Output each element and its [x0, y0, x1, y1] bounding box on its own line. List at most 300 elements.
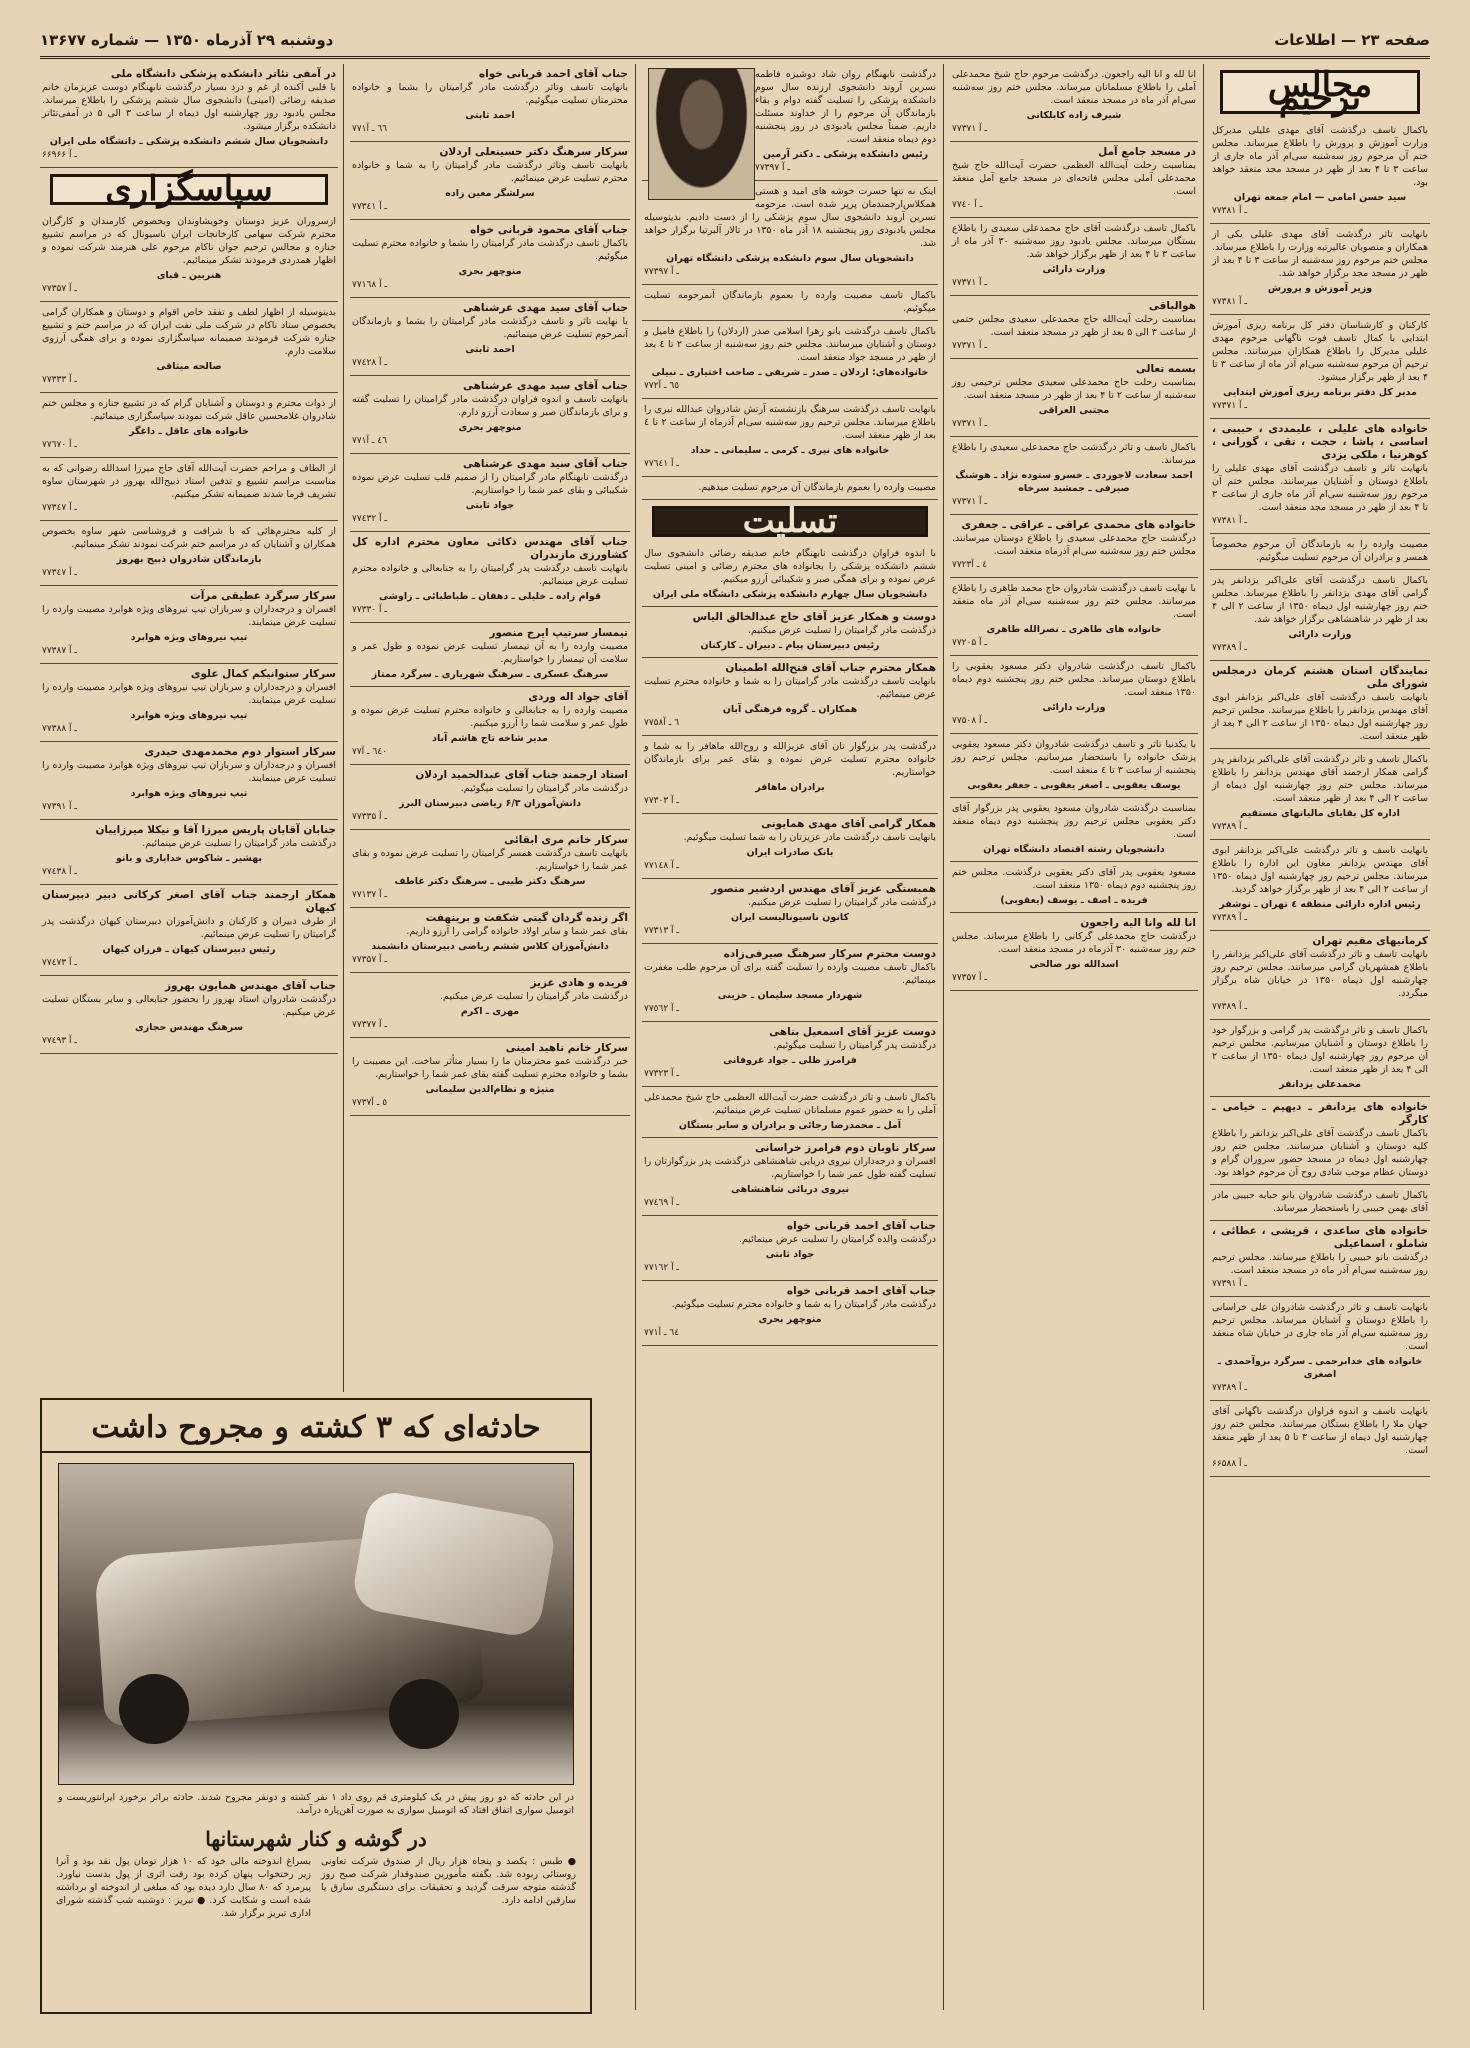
notice-title: جناب آقای سید مهدی عرشناهی: [463, 302, 628, 314]
notice-title: خانواده های یزدانفر ـ دیهیم ـ خیامی ـ کارگر: [1212, 1101, 1428, 1126]
notice: [350, 830, 630, 908]
notice-body: درگذشت نابهنگام مادر گرامیتان را از صمیم قلب تسلیت عرض نموده شکیبائی و بقای عمر شما را خواستاریم.: [352, 472, 628, 496]
notice-signature: فرامرز ظلی ـ جواد غروفانی: [723, 1055, 857, 1066]
notice-code: ۷۷٥٦۲ ـ آ: [644, 1004, 680, 1014]
notice: [40, 976, 338, 1054]
notice-signature: جواد ثابتی: [765, 1249, 815, 1260]
notice: [40, 521, 338, 586]
notice-code: ۷۷۳۸۷ ـ آ: [42, 646, 78, 656]
notice-code: ۷۷۳۹۱ ـ آ: [1212, 1279, 1248, 1289]
notice-body: درگذشت مادر گرامیتان را تسلیت عرض میکنیم.: [748, 625, 936, 636]
notice-code: ۷۷۳۷۱ ـ آ: [952, 419, 988, 429]
notice-signature: تیپ نیروهای ویژه هوابرد: [130, 632, 248, 643]
notice-title: جنابان آقایان پاریس میرزا آقا و نیکلا میرزاییان: [95, 824, 336, 836]
notice-body: درگذشت والده گرامیتان را تسلیت عرض مینمائیم.: [738, 1234, 936, 1245]
notice-code: ۶۶۵۸۸ ـ آ: [1212, 1459, 1248, 1469]
notice-title: جناب آقای احمد قربانی خواه: [786, 1285, 936, 1297]
notice-title: آقای جواد اله وردی: [528, 691, 628, 703]
notice-code: ۷۷۵۸٦ ـ آ: [644, 718, 680, 728]
column-rule: [1203, 64, 1204, 2010]
notice-code: ۷۷۲٦٥ ـ آ: [644, 381, 680, 391]
notice-title: همکار محترم جناب آقای فتح‌الله اطمینان: [725, 662, 936, 674]
notice-signature: خانواده های عاقل ـ داغگر: [129, 426, 249, 437]
notice-signature: مهری ـ اکرم: [460, 1006, 520, 1017]
notice-signature: هنربین ـ قبای: [156, 270, 222, 281]
notice-signature: یوسف یعقوبی ـ اصغر یعقوبی ـ جعفر یعقوبی: [967, 780, 1181, 791]
notice-code: ۷۷۳٤۱ ـ آ: [352, 202, 388, 212]
notice-signature: تیپ نیروهای ویژه هوابرد: [130, 788, 248, 799]
column-1: [1210, 64, 1430, 2010]
notice: [1210, 931, 1430, 1020]
notice: [350, 142, 630, 220]
notice: [40, 586, 338, 664]
notice-signature: محمدعلی یزدانفر: [1279, 1079, 1361, 1090]
notice-body: بمناسبت رحلت حاج محمدعلی سعیدی مجلس ترحیمی روز سه‌شنبه از ساعت ۲ تا ۴ بعد از ظهر در مسجد منعقد است.: [952, 377, 1196, 401]
notice-signature: دانشجویان سال سوم دانشکده پزشکی دانشگاه تهران: [666, 253, 914, 264]
notice-signature: تیپ نیروهای ویژه هوابرد: [130, 710, 248, 721]
notice-title: بسمه تعالی: [1135, 363, 1196, 375]
notice: [1210, 120, 1430, 224]
notice: [950, 913, 1198, 991]
notice-signature: جواد ثابتی: [465, 500, 515, 511]
notice-body: باکمال تاسف و تاثر درگذشت حضرت آیت‌الله العظمی حاج شیخ محمدعلی آملی را به حضور عموم مسلمانان تسلیت عرض مینمائیم.: [644, 1092, 936, 1116]
notice: [642, 944, 938, 1022]
notice-signature: مجتبی العراقی: [1038, 405, 1110, 416]
notice-body: افسران و درجه‌داران و سربازان تیپ نیروهای ویژه هوابرد مصیبت وارده را تسلیت عرض مینمایند.: [42, 682, 336, 706]
notice-signature: نیروی دریائی شاهنشاهی: [730, 1184, 850, 1195]
notice: [350, 1038, 630, 1116]
notice-signature: رئیس دبیرستان کیهان ـ فرزان کیهان: [102, 944, 276, 955]
notice-signature: احمد سعادت لاجوردی ـ خسرو ستوده نژاد ـ هوشنگ صیرفی ـ جمشید سرخاه: [955, 470, 1193, 494]
notice: [350, 454, 630, 532]
notice: [40, 211, 338, 302]
notice-signature: قوام زاده ـ خلیلی ـ دهقان ـ طباطبائی ـ زاوشی: [379, 591, 601, 602]
notice-title: در مسجد جامع آمل: [1098, 146, 1196, 158]
notice-title: خانواده های ساعدی ، قریشی ، عطائی ، شاملو ، اسماعیلی: [1212, 1225, 1428, 1250]
notice-title: انا لله وانا الیه راجعون: [1080, 917, 1196, 929]
notice-signature: خانواده های خدابرحمی ـ سرگرد بروآحمدی ـ اصغری: [1217, 1356, 1423, 1380]
notice-body: درگذشت بانو حبیبی را باطلاع میرسانند. مجلس ترحیم روز سه‌شنبه سی‌ام آذر ماه در مسجد منعقد است.: [1212, 1252, 1428, 1276]
notice: [40, 820, 338, 885]
notice-body: افسران و درجه‌داران و سربازان تیپ نیروهای ویژه هوابرد مصیبت وارده را تسلیت عرض مینمایند.: [42, 760, 336, 784]
notice: [40, 302, 338, 393]
notice-signature: اسدالله نور صالحی: [1029, 959, 1119, 970]
notice-body: درگذشت حاج محمدعلی گرکانی را باطلاع میرساند. مجلس ختم روز سه‌شنبه ۳۰ آذرماه در مسجد منعقد است.: [952, 931, 1196, 955]
notice: [1210, 1297, 1430, 1401]
notice-signature: سرهنگ دکتر طیبی ـ سرهنگ دکتر عاطف: [394, 876, 586, 887]
notice-code: ۷۷۳٤۷ ـ آ: [42, 568, 78, 578]
notice-title: سرکار استوار دوم محمدمهدی حیدری: [144, 746, 336, 758]
notice-title: کرمانیهای مقیم تهران: [1312, 935, 1428, 947]
notice-body: بانهایت تاسف و اندوه فراوان درگذشت مادر گرامیتان را تسلیت گفته و برای بازماندگان صبر و سعادت آرزو دارم.: [352, 394, 628, 418]
notice-code: ۷۷۳۸۹ ـ آ: [1212, 643, 1248, 653]
notice: [40, 393, 338, 458]
notice-code: ۷۷۵۰۸ ـ آ: [952, 716, 988, 726]
notice-code: ۷۷۳۸۹ ـ آ: [1212, 822, 1248, 832]
notice-body: درگذشت مادر گرامیتان را تسلیت میگوئیم.: [460, 783, 628, 794]
column-rule: [635, 64, 636, 2010]
notice-signature: وزارت دارائی: [1042, 264, 1106, 275]
notice-body: بانهایت تاسف وتاثر درگذشت مادر گرامیتان را بشما و خانواده محترمتان تسلیت میگوئیم.: [352, 82, 628, 106]
column-4: [350, 64, 630, 1392]
notice-title: سرکار خانم مری ابقائی: [504, 834, 628, 846]
notice-body: باکمال تاسف و تاثر درگذشت آقای علی‌اکبر یزدانفر پدر گرامی همکار ارجمند آقای مهندس یزدانفر را باطلاع میرساند. مجلس ختم روز چهارشنبه اول دیماه از ساعت ۲ الی ۴ بعد از ظهر منعقد است.: [1212, 754, 1428, 804]
notice-body: خبر درگذشت عمو محترمتان ما را بسیار متأثر ساخت. این مصیبت را بشما و خانواده محترم تسلیت گفته بقای عمر شما را خواستاریم.: [352, 1056, 628, 1080]
notice-body: باکمال تاسف درگذشت آقای علی‌اکبر یزدانفر را باطلاع کلیه دوستان و آشنایان میرسانند. مجلس ختم روز چهارشنبه اول دیماه در مسجد حضور سروران گرام و دوستان عظام موجب شادی روح آن مرحوم خواهد بود.: [1212, 1128, 1428, 1178]
column-3: [642, 64, 938, 2010]
notice-body: بانهایت تاسف و تاثر درگذشت آقای علی‌اکبر یزدانفر را باطلاع همشهریان گرامی میرسانند. مجلس ترحیم روز چهارشنبه اول دیماه ۱۳۵۰ در خیابان شاه برگزار میگردد.: [1212, 949, 1428, 999]
notice: [1210, 534, 1430, 570]
notice-body: باکمال تاسف درگذشت آقای حاج محمدعلی سعیدی را باطلاع بستگان میرساند. مجلس یادبود روز سه‌شنبه ۳۰ آذر ماه از ساعت ۳ تا ۴ بعد از ظهر برگزار خواهد شد.: [952, 223, 1196, 260]
notice-body: بانهایت تاسف و اندوه فراوان درگذشت ناگهانی آقای جهان ملا را باطلاع بستگان میرسانند. مجلس ختم روز چهارشنبه اول دیماه از ساعت ۳ تا ۵ بعد از ظهر منعقد است.: [1212, 1406, 1428, 1456]
notice: [950, 359, 1198, 437]
notice-title: سرکار ستوانیکم کمال علوی: [190, 668, 336, 680]
notice-body: بانهایت تاسف درگذشت سرهنگ بازنشسته آرتش شادروان عبدالله نیری را باطلاع میرساند. مجلس ترحیم روز سه‌شنبه سی‌ام آذرماه از ساعت ۲ تا ٤ بعد از ظهر منعقد است.: [644, 404, 936, 441]
notice-code: ۷۷۳۷۱ ـ آ: [952, 341, 988, 351]
notice-body: افسران و درجه‌داران نیروی دریایی شاهنشاهی درگذشت پدر بزرگوارتان را تسلیت گفته طول عمر شما را خواستاریم.: [644, 1156, 936, 1180]
notice-signature: بهشیر ـ شاکوس خدایاری و بانو: [115, 853, 263, 864]
header-page-title: صفحه ۲۳ — اطلاعات: [1274, 31, 1430, 49]
notice-code: ۷۷۳۸۹ ـ آ: [1212, 913, 1248, 923]
notice: [642, 1216, 938, 1281]
column-rule: [943, 64, 944, 2010]
notice: [40, 664, 338, 742]
notice-body: باکمال تاسف مصیبت وارده را تسلیت گفته برای آن مرحوم طلب مغفرت مینمائیم.: [644, 962, 936, 986]
notice-code: ۷۷۳۵۷ ـ آ: [352, 955, 388, 965]
notice-signature: منوچهر بحری: [758, 1314, 822, 1325]
notice-signature: مدیر کل دفتر برنامه ریزی آموزش ابتدایی: [1223, 387, 1417, 398]
notice-code: ۷۷۲۳٤ ـ آ: [952, 560, 988, 570]
notice-code: ۷۷٤۷۳ ـ آ: [42, 958, 78, 968]
notice-body: باکمال تاسف درگذشت بانو زهرا اسلامی صدر (اردلان) را باطلاع فامیل و دوستان و آشنایان میرسانند. مجلس ختم روز سه‌شنبه از ساعت ۲ تا ٤ بعد از ظهر در مسجد جواد منعقد است.: [644, 326, 937, 363]
notice: [1210, 570, 1430, 661]
provinces-news: [56, 1855, 576, 1920]
notice-title: همکار گرامی آقای مهدی همایونی: [761, 818, 936, 830]
notice-code: ۷۷۲۰۵ ـ آ: [952, 638, 988, 648]
notice: [350, 973, 630, 1038]
notice-code: ۷۷۳۵۷ ـ آ: [952, 973, 988, 983]
notice-body: درگذشت پدر بزرگوار تان آقای عزیزالله و روح‌الله ماهافر را به شما و خانواده محترم تسلیت عرض نموده و بقای عمر برای بازماندگان خواستاریم.: [644, 741, 936, 778]
notice: [1210, 1185, 1430, 1221]
notice-title: دوست و همکار عزیز آقای حاج عبدالخالق الیاس: [692, 611, 936, 623]
tasliyat-banner: تسلیت: [652, 506, 928, 537]
notice: [950, 142, 1198, 218]
notice-code: ۷۷۳۸۹ ـ آ: [1212, 1383, 1248, 1393]
notice-body: درگذشت نابهنگام روان شاد دوشیزه فاطمه نسرین آروند دانشجوی ارزنده سال سوم دانشکده پزشکی را تسلیت گفته دوام و بقاء بازماندگان آن مرحوم را از خداوند مسئلت داریم. ضمناً مجلس یادبودی در روز پنجشنبه دوم دیماه منعقد است.: [755, 69, 936, 145]
notice: [642, 399, 938, 477]
notice: [40, 458, 338, 521]
notice: [642, 1281, 938, 1346]
notice: [350, 64, 630, 142]
notice-signature: برادران ماهافر: [755, 782, 825, 793]
notice-body: درگذشت حاج محمدعلی سعیدی را باطلاع دوستان میرسانند. مجلس ختم روز سه‌شنبه سی‌ام آذرماه منعقد است.: [952, 533, 1196, 557]
notice-signature: آمل ـ محمدرضا رجائی و برادران و سایر بستگان: [678, 1120, 902, 1131]
notice-code: ۷۷۳۰۳ ـ آ: [644, 796, 680, 806]
notice: [642, 285, 938, 321]
notice: [40, 742, 338, 820]
notice-code: ۷۷٦٤٠ ـ آ: [352, 747, 388, 757]
notice-signature: بازماندگان شادروان ذبیح بهروز: [116, 554, 262, 565]
notice-code: ۷۷۳۸۹ ـ آ: [1212, 1002, 1248, 1012]
column-5-first: [40, 64, 338, 168]
notice-signature: وزارت دارائی: [1288, 629, 1352, 640]
notice-title: جناب آقای سید مهدی عرشناهی: [463, 458, 628, 470]
notice-signature: مدیر شاخه تاج هاشم آباد: [432, 733, 548, 744]
notice-signature: خانواده های طاهری ـ نصرالله طاهری: [986, 624, 1162, 635]
photo-caption: در این حادثه که دو روز پیش در یک کیلومتری قم روی داد ۱ نفر کشته و دونفر مجروح شدند. حادثه براثر برخورد ایرانتوریست و اتومبیل سواری اتفاق افتاد که اتومبیل سواری به صورت آهن‌پاره درآمد.: [58, 1792, 574, 1816]
notice-signature: شیرف زاده کابلکانی: [1026, 110, 1122, 121]
notice: [1210, 1401, 1430, 1477]
notice: [642, 607, 938, 658]
notice-code: ۷۷۳۹۷ ـ آ: [644, 267, 680, 277]
notice-body: باکمال تاسف مصیبت وارده را بعموم بازماندگان آنمرحومه تسلیت میگوئیم.: [644, 290, 936, 314]
notice-body: باکمال تاسف و تاثر درگذشت حاج محمدعلی سعیدی را باطلاع میرساند.: [952, 442, 1196, 466]
notice-signature: کانون ناسیونالیست ایران: [730, 912, 850, 923]
notice-code: ۷۷۳۷۱ ـ آ: [952, 278, 988, 288]
notice-code: ۷۷۱٦٦ ـ آ: [352, 124, 388, 134]
notice-title: همکار ارجمند جناب آقای اصغر کرکانی دبیر دبیرستان کیهان: [42, 889, 336, 914]
notice-body: بانهایت تاثر و تاسف درگذشت آقای مهدی علیلی را باطلاع دوستان و آشنایان میرسانند. مجلس ختم آن مرحوم روز سه‌شنبه سی‌ام آذر ماه جاری از ساعت ۳ تا ۴ بعد از ظهر در مسجد مجد منعقد است.: [1212, 463, 1428, 513]
notice-code: ۷۷۳۱۳ ـ آ: [644, 926, 680, 936]
notice-title: دوست محترم سرکار سرهنگ صیرفی‌زاده: [723, 948, 936, 960]
notice: [40, 885, 338, 976]
notice-signature: منوچهر بحری: [458, 422, 522, 433]
column-5: [40, 64, 338, 1392]
notice-body: با یکدنیا تاثر و تاسف درگذشت شادروان دکتر مسعود یعقوبی پزشک خانواده را باستحضار میرسانیم. مجلس ترحیم روز پنجشنبه از ساعت ۳ تا ٤ منعقد است.: [952, 739, 1196, 776]
notice-code: ۷۷۳٤۷ ـ آ: [42, 503, 78, 513]
notice-code: ۷۷۳۷۱ ـ آ: [952, 124, 988, 134]
notice-body: درگذشت مادر گرامیتان را تسلیت عرض مینمائیم.: [142, 838, 336, 849]
column-3-top: [642, 64, 938, 500]
notice-signature: اداره کل بقایای مالیاتهای مستقیم: [1240, 808, 1400, 819]
notice-signature: احمد ثابتی: [465, 110, 515, 121]
notice-title: هوالباقی: [1148, 300, 1196, 312]
notice-signature: رئیس دانشکده پزشکی ـ دکتر آرمین: [762, 149, 929, 160]
notice: [350, 908, 630, 973]
notice-body: بانهایت تاثر درگذشت آقای مهدی علیلی یکی از همکاران و منصوبان عالیرتبه وزارت را باطلاع میرساند. مجلس ختم مرحوم روز سه‌شنبه از ساعت ۳ تا ۴ بعد از ظهر در مسجد مجد برگزار خواهد شد.: [1212, 229, 1429, 279]
notice-body: اینک نه تنها حسرت خوشه های امید و هستی همکلاس‌ارجمندمان پرپر شده است. مرحومه نسرین آروند دانشجوی سال سوم پزشکی را از دست دادیم. بدینوسیله مجلس یادبودی روز پنجشنبه ۱۸ آذر ماه ۱۳۵۰ در تالار آلبرتیا برگزار خواهد شد.: [644, 186, 936, 249]
notice-code: ۷۷۳۳۰ ـ آ: [352, 605, 388, 615]
notice-body: بدینوسیله از اظهار لطف و تفقد خاص اقوام و دوستان و همکاران گرامی بخصوص ستاد ناکام در شرکت ملی نفت ایران که در مراسم ختم و تشییع جنازه شرکت فرمودند صمیمانه سپاسگزاری نموده و برای همگی آرزوی سلامت دارم.: [42, 307, 336, 357]
notice: [1210, 315, 1430, 419]
notice-signature: فریده ـ اصف ـ یوسف (یعقوبی): [1000, 895, 1148, 906]
notice-body: بانهایت تاسف وتاثر درگذشت مادر گرامیتان را به شما و خانواده محترم تسلیت عرض مینمائیم.: [352, 160, 628, 184]
notice: [1210, 419, 1430, 534]
notice-code: ۷۷۳۹۱ ـ آ: [42, 802, 78, 812]
notice-body: از طرف دبیران و کارکنان و دانش‌آموزان دبیرستان کیهان درگذشت پدر گرامیتان را تسلیت عرض مینمائیم.: [42, 916, 336, 940]
notice-title: در آمفی تئاتر دانشکده پزشکی دانشگاه ملی: [110, 68, 336, 80]
column-5-rest: [40, 211, 338, 1054]
notice: [642, 658, 938, 736]
notice-code: ۷۷٤۲۸ ـ آ: [352, 358, 388, 368]
notice-title: جناب آقای مهندس ذکائی معاون محترم اداره کل کشاورزی مازندران: [352, 536, 628, 561]
notice: [642, 543, 938, 607]
notice-signature: سرهنگ مهندس حجازی: [134, 1022, 244, 1033]
notice-signature: خانواده‌های: اردلان ـ صدر ـ شریفی ـ صاحب اختیاری ـ نبیلی: [651, 367, 929, 378]
notice: [350, 623, 630, 687]
notice: [350, 532, 630, 623]
notice-body: ازسروران عزیز دوستان وخویشاوندان وبخصوص کارمندان و کارگران محترم شرکت سهامی کارخانجات ایران ناسیونال که در مراسم تشییع جنازه و مجالس ترحیم جوان ناکام مرحوم علی هنرمند شرکت نموده و اظهار همدردی فرمودند تشکر مینمائیم.: [42, 216, 336, 266]
notice: [350, 220, 630, 298]
notice-title: جناب آقای محمود قربانی خواه: [470, 224, 628, 236]
notice-code: ۷۷۳۸۸ ـ آ: [42, 724, 78, 734]
notice: [950, 578, 1198, 656]
notice: [642, 814, 938, 879]
notice: [350, 687, 630, 765]
notice-signature: خانواده های نیری ـ کرمی ـ سلیمانی ـ حداد: [690, 445, 890, 456]
notice-body: بانهایت تاسف و تاثر درگذشت علی‌اکبر یزدانفر ابوی آقای مهندس یزدانفر معاون این اداره را باطلاع میرساند. مجلس ترحیم روز چهارشنبه اول دیماه ۱۳۵۰ از ساعت ۲ الی ۴ بعد از ظهر برگزار خواهد گردید.: [1212, 845, 1428, 895]
portrait-photo: [648, 68, 755, 200]
notice: [642, 1022, 938, 1087]
notice-code: ۷۷۱٤۸ ـ آ: [644, 861, 680, 871]
notice: [950, 64, 1198, 142]
notice-body: درگذشت شادروان استاد بهروز را بحضور جنابعالی و سایر بستگان تسلیت عرض میکنیم.: [42, 994, 336, 1018]
notice: [950, 798, 1198, 862]
notice-body: باکمال تاسف و تاثر درگذشت پدر گرامی و بزرگوار خود را باطلاع دوستان و آشنایان میرسانیم. مجلس ترحیم آن مرحوم روز چهارشنبه اول دیماه ۱۳۵۰ از ساعت ۲ الی ۴ بعد از ظهر منعقد است.: [1212, 1025, 1428, 1075]
column-3-bottom: [642, 543, 938, 1346]
notice-title: سرکار سرگرد عطیقی مرآت: [190, 590, 336, 602]
notice-body: بمناسبت درگذشت شادروان مسعود یعقوبی پدر بزرگوار آقای دکتر یعقوبی مجلس ترحیم روز پنجشنبه دوم دیماه منعقد است.: [952, 803, 1196, 840]
notice-body: مسعود یعقوبی پدر آقای دکتر یعقوبی درگذشت. مجلس ختم روز پنجشنبه دوم دیماه ۱۳۵۰ منعقد است.: [952, 867, 1196, 891]
notice-code: ۷۷۳۸۱ ـ آ: [1212, 516, 1248, 526]
notice-signature: بانک صادرات ایران: [746, 847, 834, 858]
notice-code: ۷۷۱٦۸ ـ آ: [352, 280, 388, 290]
notice-signature: دانش‌آموزان کلاس ششم ریاضی دبیرستان دانشمند: [371, 941, 609, 952]
notice-code: ۷۷٤۹۳ ـ آ: [42, 1036, 78, 1046]
notice: [950, 296, 1198, 359]
notice: [642, 1087, 938, 1138]
notice-code: ۷۷۱٦٤ ـ آ: [644, 1328, 680, 1338]
column-rule: [343, 64, 344, 1392]
notice-code: ۷۷۳۲۳ ـ آ: [644, 1069, 680, 1079]
notice-body: از کلیه محترم‌هائی که با شرافت و فروشناسی شهر ساوه بخصوص همکاران و آشنایان که در مراسم ختم شرکت نمودند تشکر مینمائیم.: [42, 526, 336, 550]
notice-body: مصیبت وارده را بعموم بازماندگان آن مرحوم تسلیت میدهیم.: [698, 482, 936, 493]
notice-body: بقای عمر شما و سایر اولاد خانواده گرامی را آرزو داریم.: [406, 926, 628, 937]
notice-signature: رئیس دبیرستان پیام ـ دبیران ـ کارکنان: [700, 640, 880, 651]
notice-signature: دانش‌آموزان ۶/۳ ریاضی دبیرستان البرز: [399, 798, 581, 809]
notice-title: خانواده های محمدی عراقی ـ عراقی ـ جعفری: [961, 519, 1196, 531]
notice: [350, 298, 630, 376]
notice-body: با نهایت تاثر و تاسف درگذشت مادر گرامیتان را بشما و بازماندگان آنمرحوم تسلیت عرض مینمائیم.: [352, 316, 628, 340]
notice-code: ۷۷۳۳۳ ـ آ: [42, 375, 78, 385]
majales-tarhim-banner: مجالس ترحیم: [1220, 70, 1420, 114]
notice-code: ۷۷۳۷٥ ـ آ: [352, 1098, 388, 1108]
wrecked-car-photo: [58, 1463, 574, 1785]
notice: [1210, 224, 1430, 315]
notice: [642, 736, 938, 814]
provinces-subheadline: در گوشه و کنار شهرستانها: [205, 1827, 427, 1851]
notice-title: اگر زنده گردان گیتی شکفت و برینهفت: [425, 912, 628, 924]
notice-body: از الطاف و مراحم حضرت آیت‌الله آقای حاج میرزا اسدالله رضوانی که به مناسبت مراسم تشییع و تدفین استاد ذبیح‌الله بهروز در شهرستان ساوه تشریف فرما شدند صمیمانه تشکر میکنیم.: [42, 463, 336, 500]
notice-title: خانواده های علیلی ، علیمددی ، حبیبی ، اساسی ، پاشا ، حجت ، تقی ، گورانی ، کوهرنیا ، ملکی یزدی: [1212, 423, 1428, 461]
notice-body: باکمال تاسف درگذشت آقای مهدی علیلی مدیرکل وزارت آموزش و پرورش را باطلاع میرساند. مجلس ختم آن مرحوم روز سه‌شنبه سی‌ام آذر ماه جاری از ساعت ۳ تا ۴ بعد از ظهر در مسجد مجد منعقد خواهد بود.: [1212, 125, 1428, 188]
notice-title: سرکار سرهنگ دکتر حسینعلی اردلان: [439, 146, 628, 158]
notice-code: ۷۷۳۸۱ ـ آ: [1212, 297, 1248, 307]
notice-title: جناب آقای سید مهدی عرشناهی: [463, 380, 628, 392]
notice: [1210, 1097, 1430, 1185]
notice-signature: دانشجویان رشته اقتصاد دانشگاه تهران: [983, 844, 1165, 855]
notice: [1210, 749, 1430, 840]
notice-title: سرکار ناوبان دوم فرامرز خراسانی: [754, 1142, 936, 1154]
notice-code: ۷۷۳۷۱ ـ آ: [1212, 401, 1248, 411]
notice-signature: احمد ثابتی: [465, 344, 515, 355]
notice-body: بمناسبت رحلت آیت‌الله العظمی حضرت آیت‌الله حاج شیخ محمدعلی آملی مجلس فاتحه‌ای در مسجد جامع آمل منعقد است.: [952, 160, 1196, 197]
provinces-news-right: ● طبس : یکصد و پنجاه هزار ریال از صندوق شرکت تعاونی روستائی ربوده شد. بگفته مأمورین صندوقدار شرکت صبح روز گذشته متوجه سرقت گردید و تحقیقات برای دستگیری سارق یا سارقین ادامه دارد.: [321, 1856, 576, 1906]
notice: [350, 765, 630, 830]
notice-body: بانهایت تاسف درگذشت پدر گرامیتان را به جنابعالی و خانواده محترم تسلیت عرض مینمائیم.: [352, 563, 628, 587]
notice-code: ۷۷٦۷۰ ـ آ: [42, 440, 78, 450]
sepasgozari-banner: سپاسگزاری: [50, 174, 328, 205]
notice-title: نمایندگان استان هشتم کرمان درمجلس شورای ملی: [1212, 665, 1428, 690]
notice-title: جناب آقای احمد قربانی خواه: [786, 1220, 936, 1232]
notice-code: ۷۷۳۹۷ ـ آ: [755, 163, 791, 173]
notice-title: دوست عزیز آقای اسمعیل بناهی: [769, 1026, 936, 1038]
notice: [40, 64, 338, 168]
notice-body: مصیبت وارده را به بازماندگان آن مرحوم مخصوصاً همسر و برادران آن مرحوم تسلیت میگوئیم.: [1212, 539, 1428, 563]
notice-signature: منوچهر بحری: [458, 266, 522, 277]
notice-body: مصیبت وارده را به جنابعالی و خانواده محترم تسلیت عرض نموده و طول عمر و سلامت شما را آرزو میکنیم.: [352, 705, 628, 729]
notice-body: مصیبت وارده را به آن تیمسار تسلیت عرض نموده و طول عمر و سلامت آن تیمسار را خواستاریم.: [352, 641, 628, 665]
notice: [1210, 661, 1430, 749]
notice-signature: دانشجویان سال چهارم دانشکده پزشکی دانشگاه ملی ایران: [652, 589, 928, 600]
notice-body: بمناسبت رحلت آیت‌الله حاج محمدعلی سعیدی مجلس ختمی از ساعت ۳ الی ۵ بعد از ظهر در مسجد منعقد است.: [952, 314, 1196, 338]
notice-body: درگذشت پدر گرامیتان را تسلیت میگوئیم.: [773, 1040, 936, 1051]
provinces-news-left: بسراغ اندوخته مالی خود که ۱۰ هزار تومان پول نقد بود و آنرا زیر رختخواب پنهان کرده بود رفت اثری از پول بدست نیاورد. پیرمرد که ۸۰ سال دارد دیده بود که مبلغی از اندوخته او برداشته شده است و شکایت کرد. ● تبریز : دوشنبه شب گذشته شورای اداری تبریز برگزار شد.: [56, 1856, 311, 1919]
notice-title: همبستگی عزیز آقای مهندس اردشیر منصور: [710, 883, 936, 895]
notice-body: باکمال تاسف درگذشت مادر گرامیتان را بشما و خانواده محترم تسلیت میگوئیم.: [352, 238, 628, 262]
notice: [1210, 1020, 1430, 1097]
notice-code: ۷۷۳۳۵ ـ آ: [352, 812, 388, 822]
notice-title: سرکار خانم ناهید امینی: [505, 1042, 628, 1054]
notice-signature: همکاران ـ گروه فرهنگی آبان: [722, 704, 858, 715]
notice: [950, 656, 1198, 734]
notice-signature: سرلشگر معین زاده: [445, 188, 535, 199]
notice-code: ۷۷۳۸۱ ـ آ: [1212, 206, 1248, 216]
notice-body: از ذوات محترم و دوستان و آشنایان گرام که در تشییع جنازه و مجلس ختم شادروان غلامحسین عاقل شرکت نمودند سپاسگزاری مینمائیم.: [42, 398, 336, 422]
column-2: [950, 64, 1198, 2010]
notice-code: ۷۷۳۷۷ ـ آ: [352, 1020, 388, 1030]
notice-body: باکمال تاسف درگذشت آقای علی‌اکبر یزدانفر پدر گرامی آقای مهدی یزدانفر را باطلاع میرساند. مجلس ختم روز چهارشنبه اول دیماه ۱۳۵۰ از ساعت ۲ الی ۴ بعد از ظهر در شاهنشاهی برگزار خواهد شد.: [1212, 575, 1428, 625]
notice-code: ۷۷۱۳۷ ـ آ: [352, 890, 388, 900]
notice-code: ۷۷۳۵۷ ـ آ: [42, 284, 78, 294]
notice: [950, 734, 1198, 798]
notice-body: باکمال تاسف درگذشت شادروان دکتر مسعود یعقوبی را باطلاع دوستان میرساند. مجلس ختم روز پنجشنبه دوم دیماه ۱۳۵۰ منعقد است.: [952, 661, 1196, 698]
notice-signature: صالحه میثاقی: [156, 361, 222, 372]
notice: [350, 376, 630, 454]
notice-signature: شهردار مسجد سلیمان ـ حزینی: [717, 990, 863, 1001]
header-date-issue: دوشنبه ۲۹ آذرماه ۱۳۵۰ — شماره ۱۳۶۷۷: [40, 31, 334, 49]
notice-body: بانهایت تاسف درگذشت مادر عزیزتان را به شما تسلیت میگوئیم.: [683, 832, 936, 843]
notice-signature: وزیر آموزش و پرورش: [1267, 283, 1373, 294]
notice-title: جناب آقای احمد قربانی خواه: [478, 68, 628, 80]
notice-signature: منیژه و نظام‌الدین سلیمانی: [425, 1084, 555, 1095]
notice-code: ۷۷۳۷۱ ـ آ: [952, 497, 988, 507]
notice-body: درگذشت مادر گرامیتان را تسلیت عرض میکنیم.: [748, 897, 936, 908]
notice: [950, 515, 1198, 578]
notice-code: ۷۷٤۳۸ ـ آ: [42, 867, 78, 877]
notice: [950, 862, 1198, 913]
notice-code: ۷۷٤۰ ـ آ: [952, 200, 983, 210]
notice-body: افسران و درجه‌داران و سربازان تیپ نیروهای ویژه هوابرد مصیبت وارده را تسلیت عرض مینمایند.: [42, 604, 336, 628]
notice-body: بانهایت تاسف درگذشت همسر گرامیتان را تسلیت عرض نموده و بقای عمر شما را خواستاریم.: [352, 848, 628, 872]
notice-title: فریده و هادی عزیز: [530, 977, 628, 989]
notice-signature: دانشجویان سال ششم دانشکده پزشکی ـ دانشگاه ملی ایران: [49, 136, 329, 147]
notice-title: جناب آقای مهندس همایون بهروز: [164, 980, 336, 992]
notice: [1210, 840, 1430, 931]
notice-body: کارکنان و کارشناسان دفتر کل برنامه ریزی آموزش ابتدایی با کمال تاسف فوت ناگهانی مرحوم مهدی علیلی مدیرکل را باطلاع همکاران میرسانند. مجلس ترحیم آن مرحوم سه‌شنبه سی‌ام آذر ماه از ساعت ۳ تا ۴ بعد از ظهر برگزار میشود.: [1212, 320, 1428, 383]
notice-title: استاد ارجمند جناب آقای عبدالحمید اردلان: [415, 769, 628, 781]
notice-body: با نهایت تاسف درگذشت شادروان حاج محمد طاهری را باطلاع میرسانند. مجلس ختم روز سه‌شنبه سی‌ام آذر ماه منعقد است.: [952, 583, 1196, 620]
